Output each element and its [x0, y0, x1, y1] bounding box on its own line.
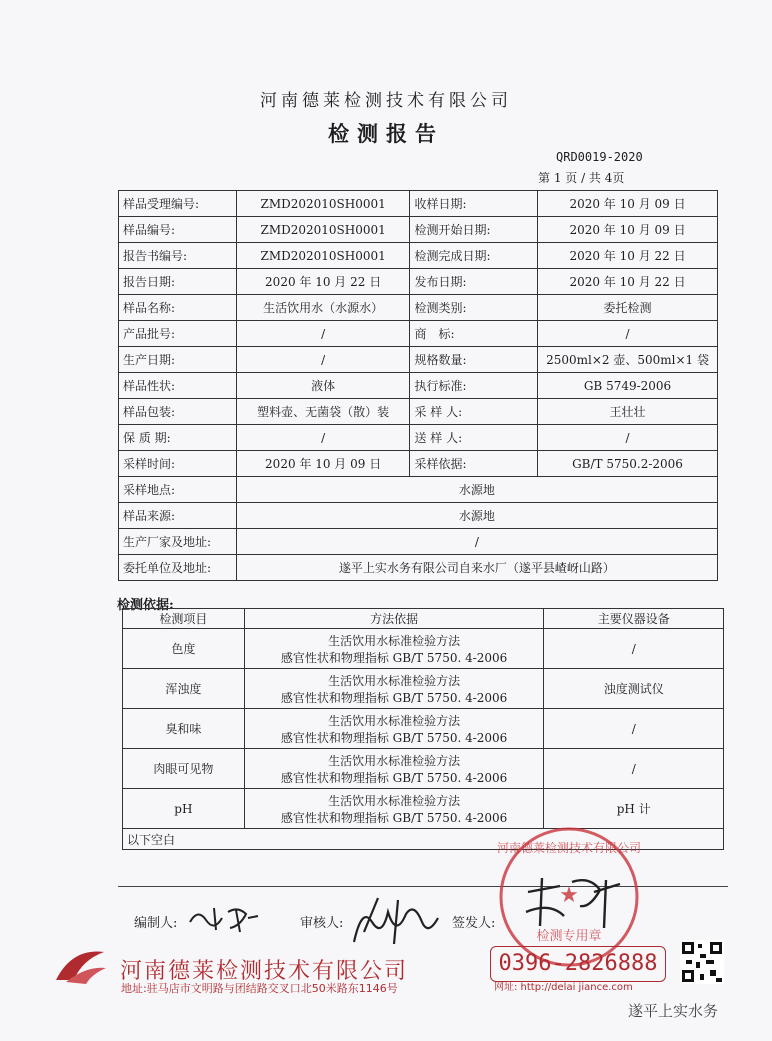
- field-label: 商 标:: [410, 321, 538, 347]
- table-row: [119, 347, 718, 373]
- document-code: QRD0019-2020: [556, 150, 643, 164]
- method-line: 感官性状和物理指标 GB/T 5750. 4-2006: [280, 810, 508, 825]
- compiler-signature: [184, 900, 264, 936]
- table-row: [119, 477, 718, 503]
- field-value: /: [236, 321, 410, 347]
- method-line: 感官性状和物理指标 GB/T 5750. 4-2006: [280, 650, 508, 665]
- table-row: [123, 669, 724, 709]
- report-title: 检测报告: [328, 122, 444, 146]
- test-item: 浑浊度: [123, 669, 245, 709]
- table-row: [119, 373, 718, 399]
- method-line: 生活饮用水标准检验方法: [328, 753, 461, 768]
- method-basis: [244, 669, 544, 709]
- column-header: 方法依据: [244, 609, 544, 629]
- column-header: 主要仪器设备: [544, 609, 724, 629]
- field-label: 样品性状:: [119, 373, 237, 399]
- field-value: ZMD202010SH0001: [236, 217, 410, 243]
- phone-number: 0396-2826888: [490, 946, 666, 982]
- table-row: [119, 399, 718, 425]
- svg-text:河南德莱检测技术有限公司: 河南德莱检测技术有限公司: [496, 841, 642, 855]
- method-line: 生活饮用水标准检验方法: [328, 633, 461, 648]
- table-header-row: [123, 609, 724, 629]
- field-value: 2500ml×2 壶、500ml×1 袋: [538, 347, 718, 373]
- field-value: 2020 年 10 月 09 日: [538, 191, 718, 217]
- field-label: 保 质 期:: [119, 425, 237, 451]
- company-heading: 河南德莱检测技术有限公司: [260, 91, 512, 111]
- field-label: 生产厂家及地址:: [119, 529, 237, 555]
- field-value: 水源地: [236, 503, 717, 529]
- reviewer-signature: [348, 892, 448, 952]
- issuer-signature: [520, 872, 630, 934]
- sample-info-table: [118, 190, 718, 581]
- test-item: 臭和味: [123, 709, 245, 749]
- table-row: [123, 629, 724, 669]
- field-value: 塑料壶、无菌袋（散）装: [236, 399, 410, 425]
- table-row: [119, 269, 718, 295]
- method-line: 生活饮用水标准检验方法: [328, 713, 461, 728]
- field-value: GB/T 5750.2-2006: [538, 451, 718, 477]
- field-label: 样品来源:: [119, 503, 237, 529]
- field-value: ZMD202010SH0001: [236, 191, 410, 217]
- field-value: 水源地: [236, 477, 717, 503]
- table-row: [119, 425, 718, 451]
- test-item: 肉眼可见物: [123, 749, 245, 789]
- field-label: 检测开始日期:: [410, 217, 538, 243]
- field-value: 2020 年 10 月 09 日: [236, 451, 410, 477]
- issuer-label: 签发人:: [452, 916, 496, 931]
- method-basis: [244, 629, 544, 669]
- table-row: [119, 217, 718, 243]
- table-row: [119, 295, 718, 321]
- method-line: 感官性状和物理指标 GB/T 5750. 4-2006: [280, 770, 508, 785]
- table-row: [119, 555, 718, 581]
- field-label: 发布日期:: [410, 269, 538, 295]
- field-label: 产品批号:: [119, 321, 237, 347]
- table-row: [119, 321, 718, 347]
- field-value: /: [236, 347, 410, 373]
- field-label: 生产日期:: [119, 347, 237, 373]
- table-row: [119, 191, 718, 217]
- field-value: GB 5749-2006: [538, 373, 718, 399]
- instrument: /: [544, 749, 724, 789]
- field-label: 检测完成日期:: [410, 243, 538, 269]
- field-label: 检测类别:: [410, 295, 538, 321]
- method-line: 感官性状和物理指标 GB/T 5750. 4-2006: [280, 690, 508, 705]
- website-url: 网址: http://delai jiance.com: [494, 982, 633, 993]
- instrument: /: [544, 629, 724, 669]
- field-label: 样品编号:: [119, 217, 237, 243]
- account-watermark: 遂平上实水务: [628, 1002, 719, 1020]
- field-label: 样品受理编号:: [119, 191, 237, 217]
- field-label: 样品名称:: [119, 295, 237, 321]
- field-value: 2020 年 10 月 09 日: [538, 217, 718, 243]
- field-value: 生活饮用水（水源水）: [236, 295, 410, 321]
- field-label: 采样依据:: [410, 451, 538, 477]
- instrument: 浊度测试仪: [544, 669, 724, 709]
- field-value: 遂平上实水务有限公司自来水厂（遂平县嵖岈山路）: [236, 555, 717, 581]
- field-value: 液体: [236, 373, 410, 399]
- test-methods-table: [122, 608, 724, 850]
- footer-address: 地址:驻马店市文明路与团结路交叉口北50米路东1146号: [121, 982, 398, 995]
- field-value: 2020 年 10 月 22 日: [236, 269, 410, 295]
- method-line: 生活饮用水标准检验方法: [328, 793, 461, 808]
- footer-company-name: 河南德莱检测技术有限公司: [120, 959, 409, 984]
- field-value: 2020 年 10 月 22 日: [538, 243, 718, 269]
- field-label: 采样地点:: [119, 477, 237, 503]
- field-label: 采样时间:: [119, 451, 237, 477]
- compiler-label: 编制人:: [134, 916, 178, 931]
- field-label: 规格数量:: [410, 347, 538, 373]
- column-header: 检测项目: [123, 609, 245, 629]
- method-line: 感官性状和物理指标 GB/T 5750. 4-2006: [280, 730, 508, 745]
- field-value: /: [236, 529, 717, 555]
- field-label: 样品包装:: [119, 399, 237, 425]
- field-label: 送 样 人:: [410, 425, 538, 451]
- svg-text:★: ★: [559, 883, 579, 908]
- field-label: 报告日期:: [119, 269, 237, 295]
- field-label: 报告书编号:: [119, 243, 237, 269]
- instrument: pH 计: [544, 789, 724, 829]
- table-row: [119, 529, 718, 555]
- test-item: pH: [123, 789, 245, 829]
- method-line: 生活饮用水标准检验方法: [328, 673, 461, 688]
- field-value: /: [236, 425, 410, 451]
- svg-text:检测专用章: 检测专用章: [536, 929, 602, 944]
- table-row: [119, 451, 718, 477]
- qr-code: [680, 940, 724, 984]
- field-value: 委托检测: [538, 295, 718, 321]
- field-value: /: [538, 321, 718, 347]
- table-row: [123, 709, 724, 749]
- field-label: 收样日期:: [410, 191, 538, 217]
- reviewer-label: 审核人:: [300, 916, 344, 931]
- method-basis: [244, 709, 544, 749]
- field-label: 采 样 人:: [410, 399, 538, 425]
- field-value: ZMD202010SH0001: [236, 243, 410, 269]
- table-row: [123, 749, 724, 789]
- instrument: /: [544, 709, 724, 749]
- test-basis-label: 检测依据:: [117, 598, 174, 613]
- field-value: /: [538, 425, 718, 451]
- field-label: 委托单位及地址:: [119, 555, 237, 581]
- table-row: [119, 503, 718, 529]
- field-value: 2020 年 10 月 22 日: [538, 269, 718, 295]
- field-value: 王壮壮: [538, 399, 718, 425]
- method-basis: [244, 749, 544, 789]
- test-item: 色度: [123, 629, 245, 669]
- company-logo: [52, 946, 108, 986]
- page-number: 第 1 页 / 共 4页: [538, 171, 625, 185]
- field-label: 执行标准:: [410, 373, 538, 399]
- remark-text: 以下空白: [123, 829, 724, 850]
- table-row: [119, 243, 718, 269]
